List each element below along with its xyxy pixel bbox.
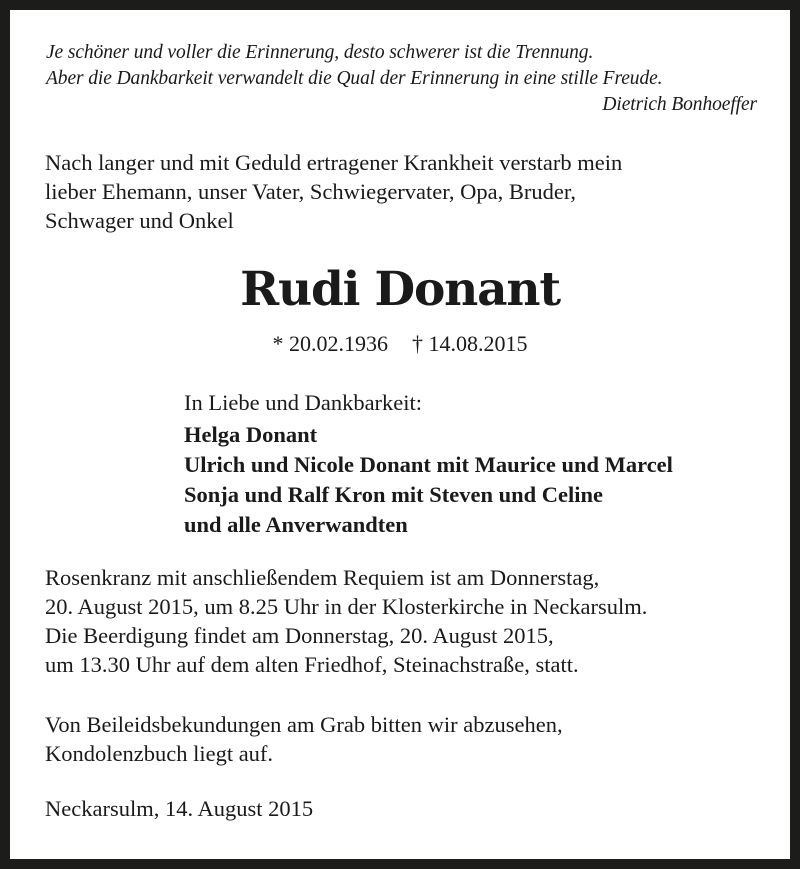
service-details	[45, 563, 647, 679]
condolence-note	[45, 710, 563, 768]
mourners-list	[184, 420, 673, 540]
quote-author: Dietrich Bonhoeffer	[602, 94, 757, 115]
intro-line: Nach langer und mit Geduld ertragener Krankheit verstarb mein	[45, 150, 623, 175]
condolence-line: Von Beileidsbekundungen am Grab bitten wir abzusehen,	[45, 712, 563, 737]
quote-line: Aber die Dankbarkeit verwandelt die Qual der Erinnerung in eine stille Freude.	[46, 68, 663, 89]
mourner-line: Sonja und Ralf Kron mit Steven und Celine	[184, 482, 604, 507]
death-date: † 14.08.2015	[412, 331, 528, 356]
birth-date: * 20.02.1936	[272, 331, 388, 356]
mourner-line: und alle Anverwandten	[184, 512, 408, 537]
mourner-line: Ulrich und Nicole Donant mit Maurice und Marcel	[184, 452, 673, 477]
quote-line: Je schöner und voller die Erinnerung, desto schwerer ist die Trennung.	[46, 42, 594, 63]
service-line: Die Beerdigung findet am Donnerstag, 20. August 2015,	[45, 623, 554, 648]
memorial-quote	[46, 40, 757, 118]
place-and-date: Neckarsulm, 14. August 2015	[45, 796, 314, 821]
intro-line: lieber Ehemann, unser Vater, Schwiegervater, Opa, Bruder,	[45, 179, 577, 204]
mourner-line: Helga Donant	[184, 422, 318, 447]
service-line: 20. August 2015, um 8.25 Uhr in der Klosterkirche in Neckarsulm.	[45, 594, 648, 619]
intro-text	[45, 148, 622, 235]
intro-line: Schwager und Onkel	[45, 208, 234, 233]
condolence-line: Kondolenzbuch liegt auf.	[45, 741, 274, 766]
obituary-notice	[10, 10, 790, 859]
service-line: um 13.30 Uhr auf dem alten Friedhof, Steinachstraße, statt.	[45, 652, 579, 677]
service-line: Rosenkranz mit anschließendem Requiem ist am Donnerstag,	[45, 565, 600, 590]
mourners-heading: In Liebe und Dankbarkeit:	[184, 390, 423, 415]
deceased-name: Rudi Donant	[240, 262, 560, 317]
life-dates	[10, 330, 790, 358]
